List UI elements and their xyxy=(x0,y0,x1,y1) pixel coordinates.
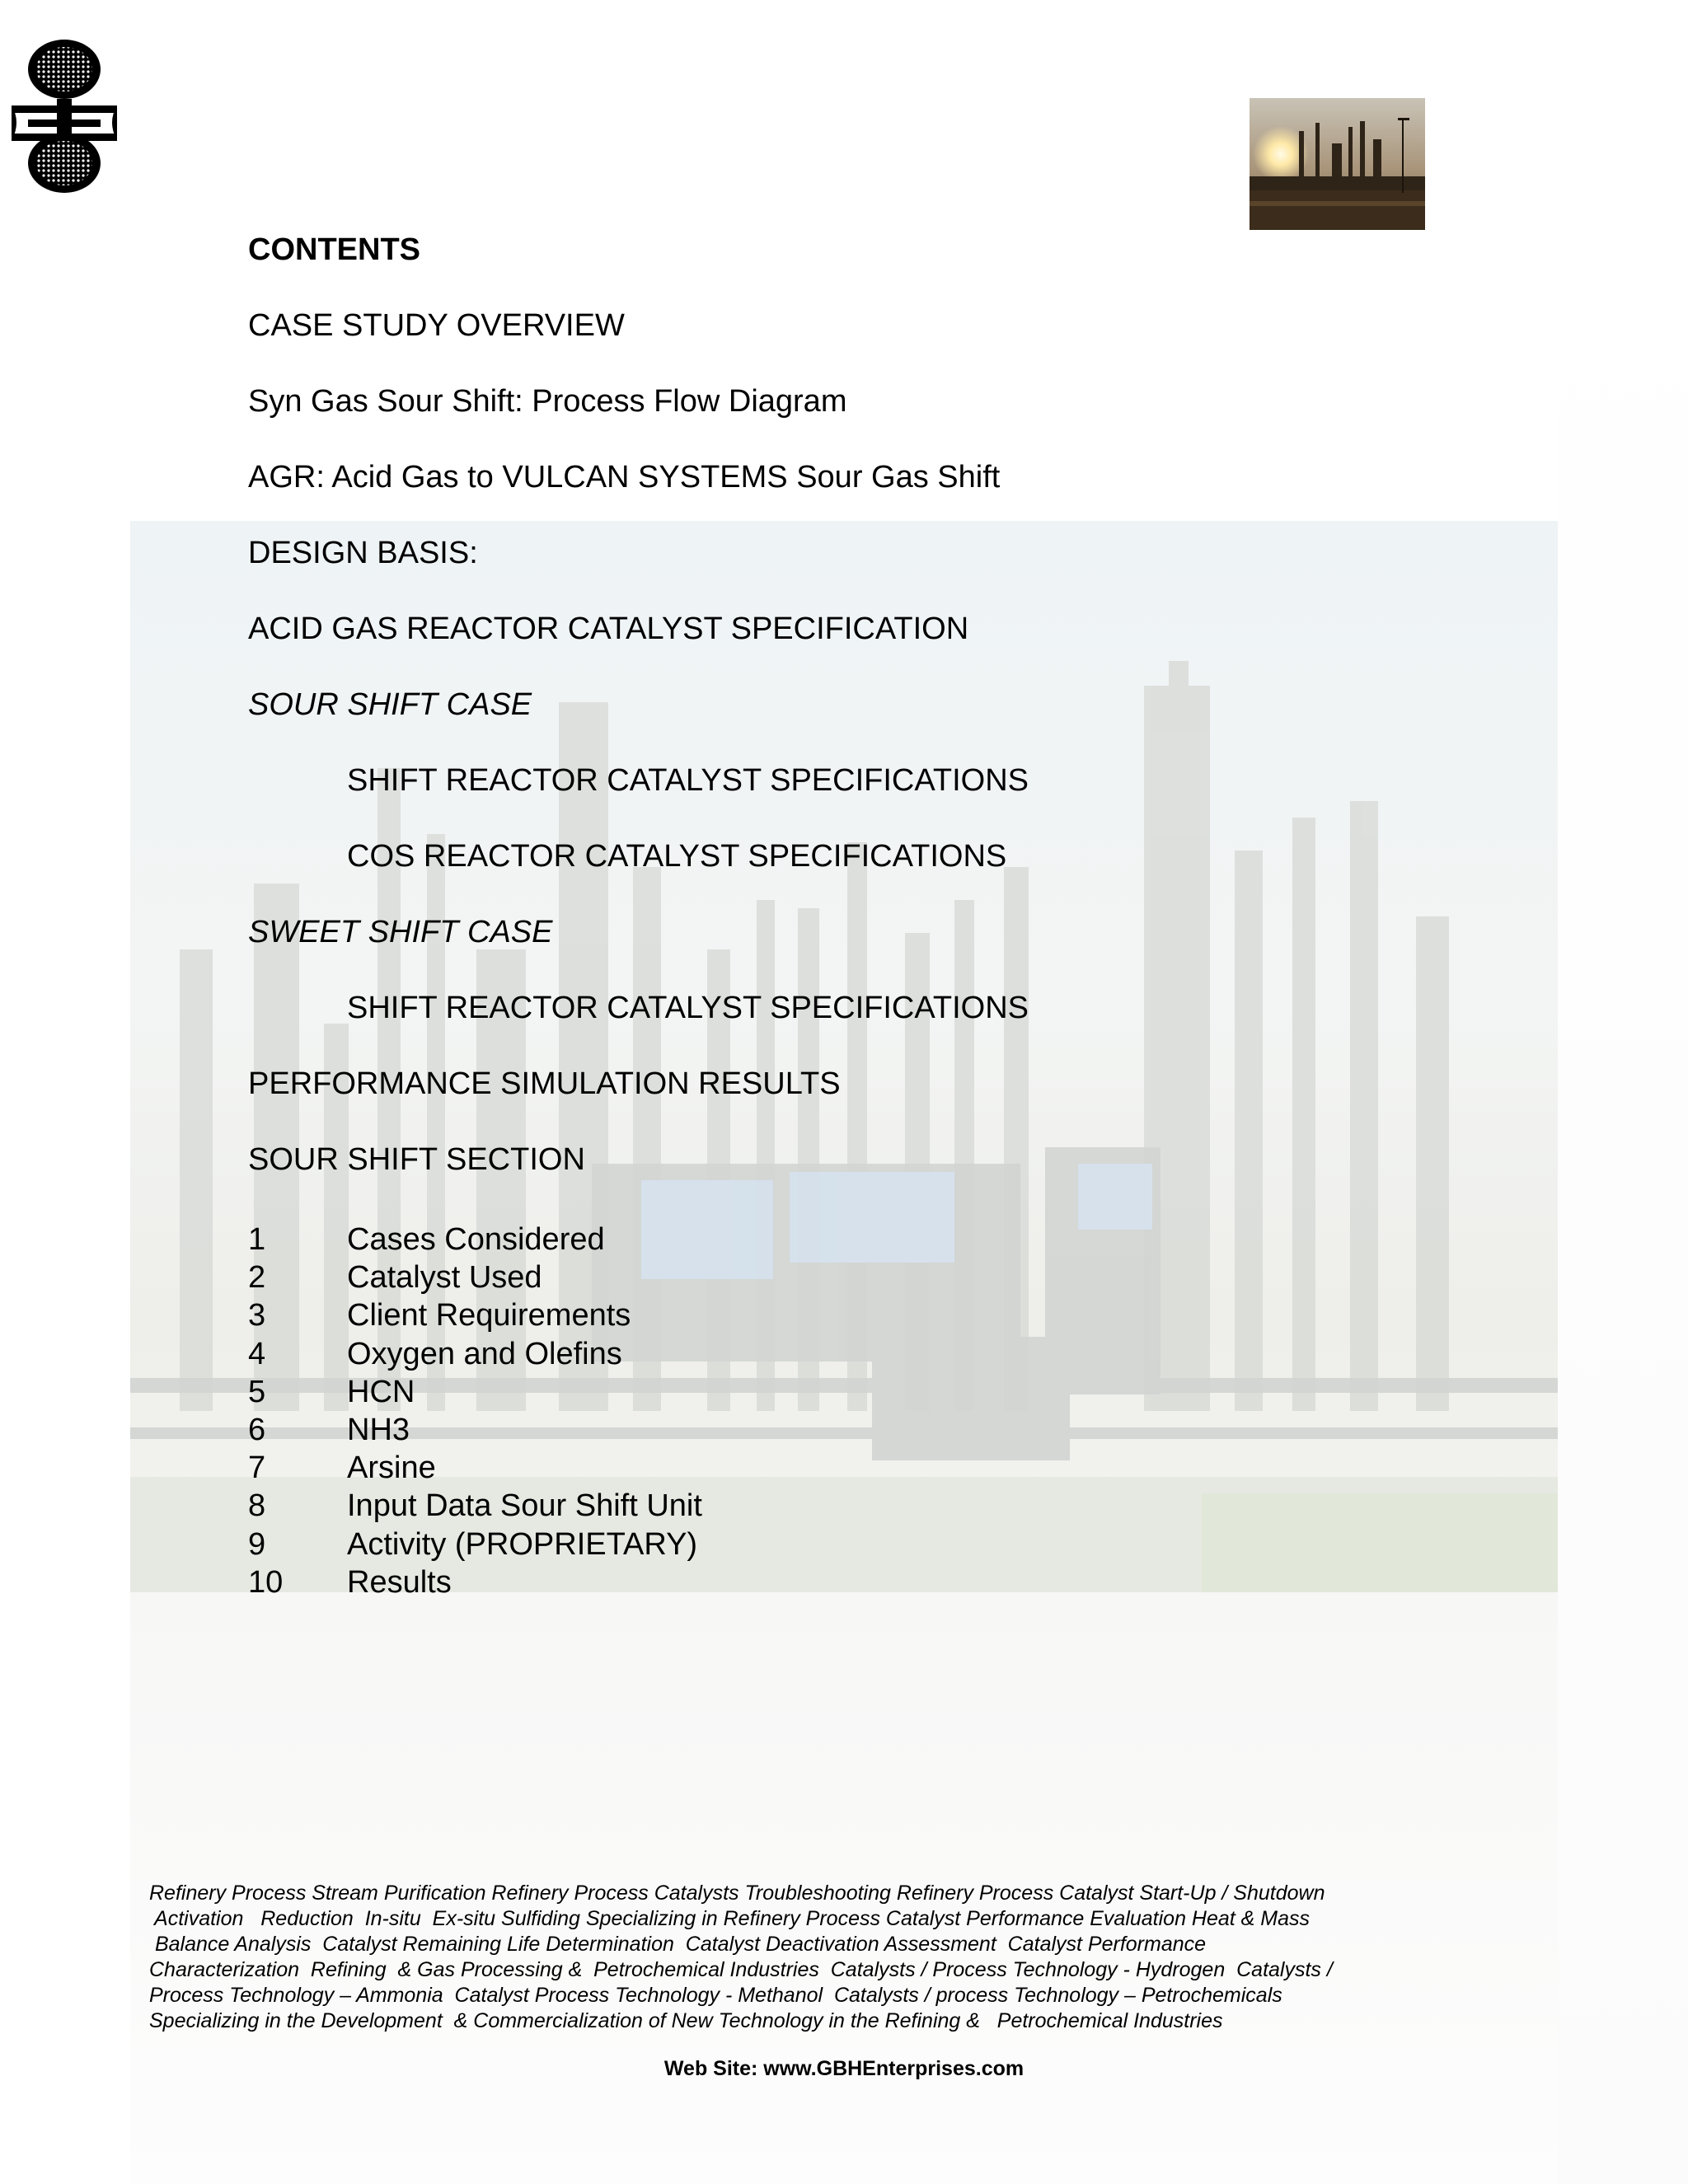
list-item-label: Activity (PROPRIETARY) xyxy=(347,1526,698,1562)
toc-item-performance-simulation: PERFORMANCE SIMULATION RESULTS xyxy=(248,1066,841,1101)
list-item-number: 8 xyxy=(248,1488,266,1524)
list-item-number: 9 xyxy=(248,1526,266,1562)
toc-item-design-basis: DESIGN BASIS: xyxy=(248,536,478,570)
footer-services-description xyxy=(149,1881,1435,2034)
list-item-label: Results xyxy=(347,1564,452,1600)
refinery-background-image xyxy=(130,521,1558,1592)
list-item-number: 5 xyxy=(248,1374,266,1409)
list-item-number: 7 xyxy=(248,1451,266,1486)
contents-heading: CONTENTS xyxy=(248,232,420,267)
toc-item-agr-acid-gas: AGR: Acid Gas to VULCAN SYSTEMS Sour Gas Shift xyxy=(248,460,1001,494)
list-item-label: Input Data Sour Shift Unit xyxy=(347,1488,702,1524)
toc-subitem-cos-reactor: COS REACTOR CATALYST SPECIFICATIONS xyxy=(347,839,1007,874)
list-item-label: Oxygen and Olefins xyxy=(347,1336,622,1371)
footer-line: Balance Analysis Catalyst Remaining Life Determination Catalyst Deactivation Assessment Catalyst Performance xyxy=(149,1933,1207,1956)
refinery-sunset-photo xyxy=(1250,98,1425,230)
gbh-enterprises-logo-icon xyxy=(12,40,117,193)
list-item-label: Catalyst Used xyxy=(347,1260,542,1296)
toc-item-process-flow-diagram: Syn Gas Sour Shift: Process Flow Diagram xyxy=(248,384,847,419)
footer-line: Refinery Process Stream Purification Refinery Process Catalysts Troubleshooting Refinery Process Catalyst Start-Up / Shutdown xyxy=(149,1882,1325,1905)
footer-line: Characterization Refining & Gas Processing & Petrochemical Industries Catalysts / Process Technology - Hydrogen Catalysts / xyxy=(149,1958,1333,1981)
list-item-number: 6 xyxy=(248,1412,266,1447)
company-logo xyxy=(12,40,117,193)
footer-line: Activation Reduction In-situ Ex-situ Sulfiding Specializing in Refinery Process Catalyst Performance Evaluation Heat & Mass xyxy=(149,1907,1311,1930)
list-item-number: 4 xyxy=(248,1336,266,1371)
page-background-right xyxy=(1558,223,1688,2184)
list-item-number: 2 xyxy=(248,1260,266,1296)
list-item-label: Client Requirements xyxy=(347,1298,631,1333)
toc-subitem-shift-reactor-sour: SHIFT REACTOR CATALYST SPECIFICATIONS xyxy=(347,763,1029,798)
list-item-label: HCN xyxy=(347,1374,415,1409)
list-item-number: 3 xyxy=(248,1298,266,1333)
list-item-label: Arsine xyxy=(347,1451,436,1486)
list-item-number: 1 xyxy=(248,1222,266,1257)
toc-subitem-shift-reactor-sweet: SHIFT REACTOR CATALYST SPECIFICATIONS xyxy=(347,991,1029,1025)
toc-item-acid-gas-reactor-catalyst: ACID GAS REACTOR CATALYST SPECIFICATION xyxy=(248,612,969,646)
list-item-label: NH3 xyxy=(347,1412,410,1447)
refinery-silhouette-icon xyxy=(130,521,1558,1592)
toc-item-case-study-overview: CASE STUDY OVERVIEW xyxy=(248,308,625,343)
toc-item-sweet-shift-case: SWEET SHIFT CASE xyxy=(248,915,553,949)
footer-line: Specializing in the Development & Commercialization of New Technology in the Refining & Petrochemical Industries xyxy=(149,2009,1223,2032)
toc-item-sour-shift-section: SOUR SHIFT SECTION xyxy=(248,1142,585,1177)
list-item-label: Cases Considered xyxy=(347,1222,605,1257)
toc-item-sour-shift-case: SOUR SHIFT CASE xyxy=(248,687,532,722)
footer-line: Process Technology – Ammonia Catalyst Process Technology - Methanol Catalysts / process Technology – Petrochemicals xyxy=(149,1984,1282,2007)
footer-website: Web Site: www.GBHEnterprises.com xyxy=(663,2057,1025,2080)
refinery-sunset-icon xyxy=(1250,98,1425,230)
list-item-number: 10 xyxy=(248,1564,284,1600)
